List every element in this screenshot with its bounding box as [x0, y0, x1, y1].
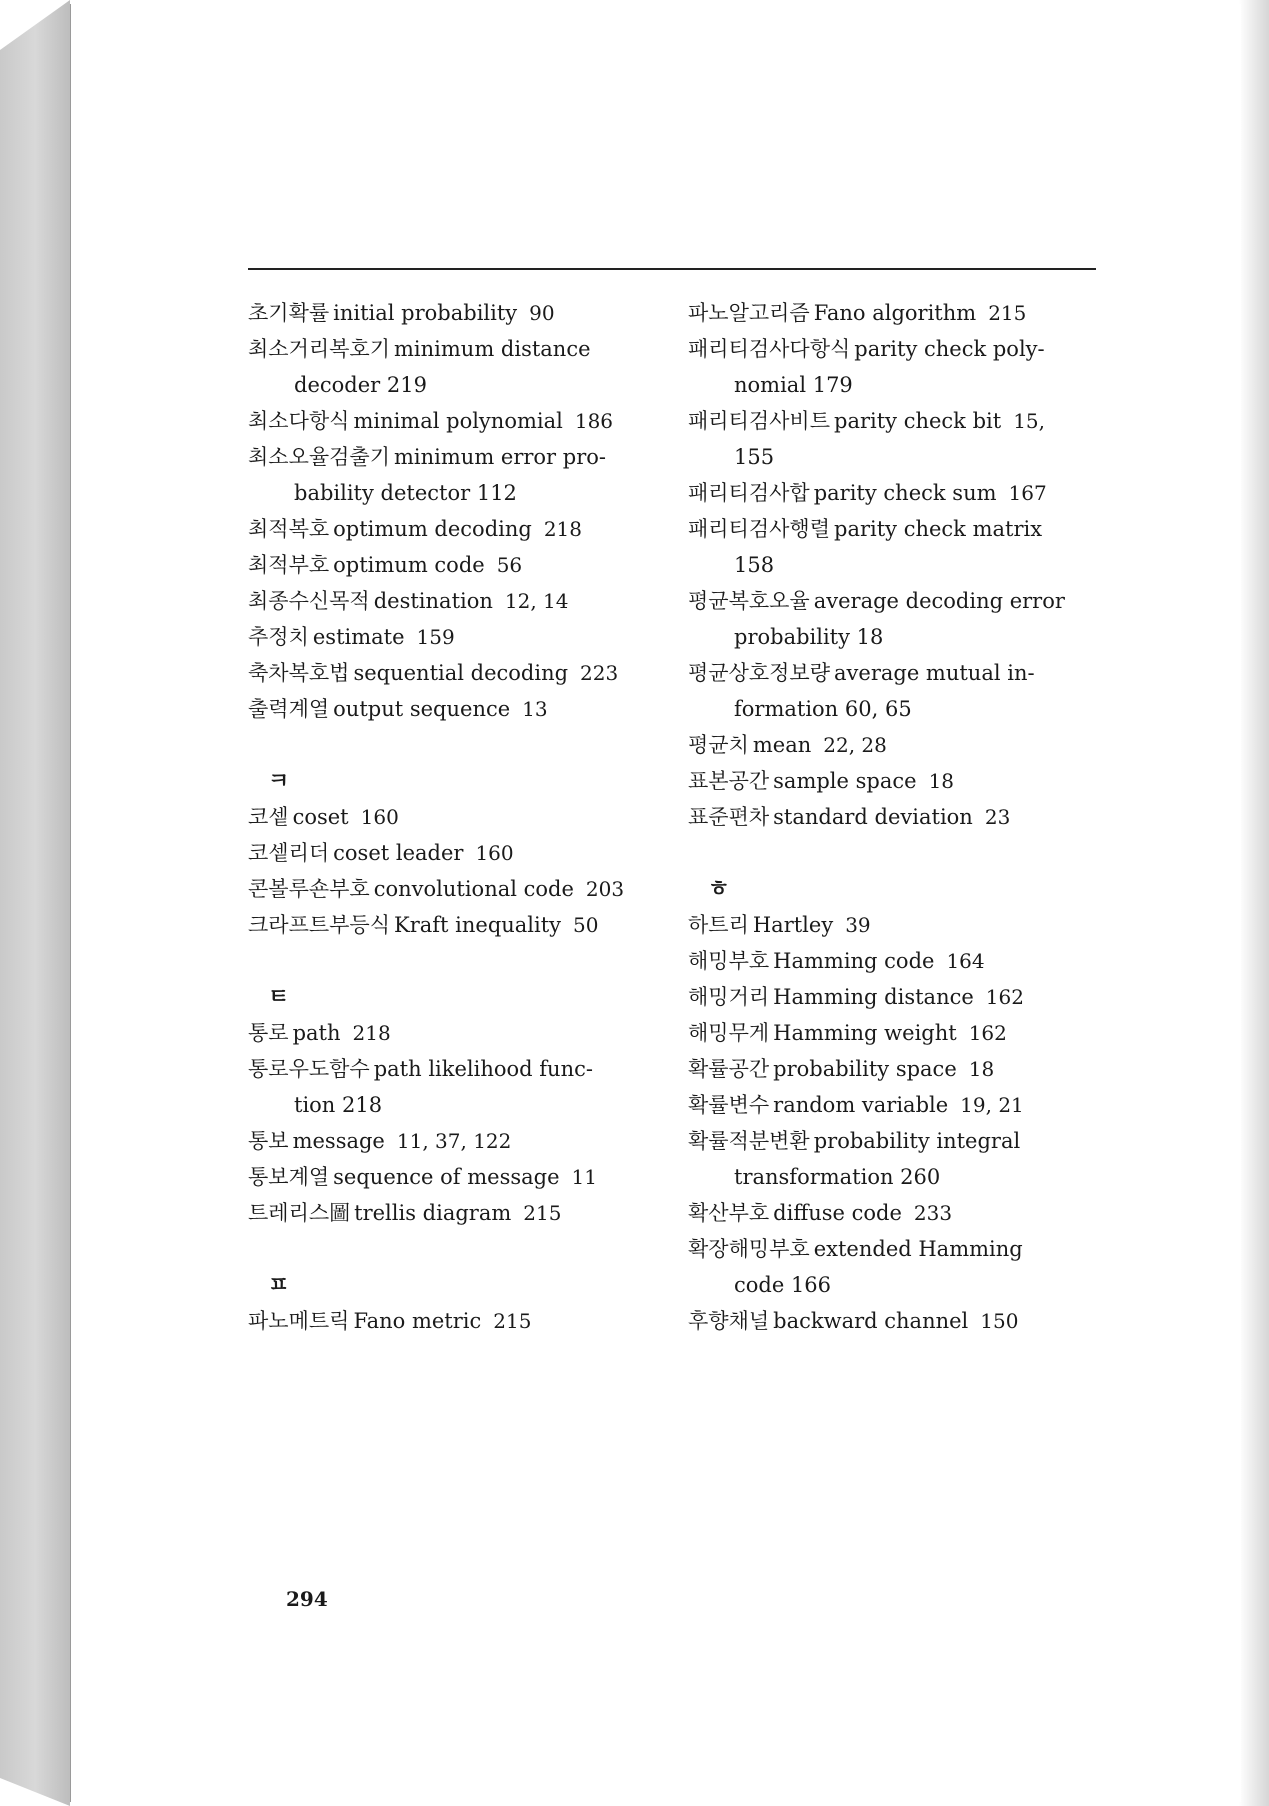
index-term-korean: 확률변수: [688, 1093, 770, 1117]
index-term-english: Fano algorithm: [813, 301, 977, 325]
index-entry: [688, 799, 1108, 835]
book-corner-top: [0, 0, 70, 50]
index-entry: [688, 331, 1108, 367]
index-entry: [248, 547, 668, 583]
index-term-korean: 출력계열: [248, 697, 330, 721]
index-page-ref: 215: [523, 1201, 562, 1225]
index-entry: [248, 1159, 668, 1195]
index-term-english: probability space: [773, 1057, 957, 1081]
index-term-korean: 확산부호: [688, 1201, 770, 1225]
index-term-korean: 추정치: [248, 625, 309, 649]
index-term-korean: 패리티검사비트: [688, 409, 831, 433]
index-term-korean: 확률공간: [688, 1057, 770, 1081]
index-term-korean: 최적복호: [248, 517, 330, 541]
index-page-ref: 167: [1008, 481, 1047, 505]
page-shadow: [1239, 0, 1269, 1806]
index-term-korean: 최소오율검출기: [248, 445, 391, 469]
index-page-ref: 160: [360, 805, 399, 829]
index-column-left: [248, 295, 668, 1339]
index-term-english: sample space: [773, 769, 917, 793]
index-entry: [688, 655, 1108, 691]
section-gap: [248, 1231, 668, 1267]
index-term-korean: 최소다항식: [248, 409, 350, 433]
index-term-english: Hamming code: [773, 949, 935, 973]
index-entry: [248, 619, 668, 655]
index-page-ref: 233: [913, 1201, 953, 1225]
index-term-korean: 최소거리복호기: [248, 337, 391, 361]
index-term-english: estimate: [312, 625, 405, 649]
index-page-ref: 18: [968, 1057, 995, 1081]
index-term-korean: 코셑리더: [248, 841, 330, 865]
index-term-korean: 콘볼루숀부호: [248, 877, 370, 901]
section-heading: ㅋ: [268, 768, 290, 794]
index-term-english: optimum code: [333, 553, 485, 577]
index-term-english: Hamming distance: [773, 985, 974, 1009]
index-term-english: parity check bit: [834, 409, 1002, 433]
index-term-english: Kraft inequality: [394, 913, 562, 937]
index-entry: [688, 1123, 1108, 1159]
index-page-ref: 56: [496, 553, 523, 577]
index-entry-continuation: nomial 179: [734, 373, 853, 397]
index-page-ref: 50: [573, 913, 599, 937]
index-entry: [248, 295, 668, 331]
index-entry: [248, 1303, 668, 1339]
page-number: 294: [286, 1587, 328, 1611]
index-entry: [688, 511, 1108, 547]
index-entry: [248, 907, 668, 943]
index-page-ref: 215: [988, 301, 1027, 325]
index-term-english: parity check matrix: [834, 517, 1043, 541]
index-entry: [688, 583, 1108, 619]
index-term-english: extended Hamming: [813, 1237, 1023, 1261]
index-page-ref: 162: [968, 1021, 1007, 1045]
index-term-english: probability integral: [813, 1129, 1021, 1153]
index-entry: [248, 691, 668, 727]
index-term-english: standard deviation: [773, 805, 973, 829]
index-term-english: coset: [292, 805, 349, 829]
index-entry: [248, 1123, 668, 1159]
section-gap: [248, 727, 668, 763]
index-page-ref: 203: [585, 877, 625, 901]
index-term-english: parity check sum: [813, 481, 997, 505]
index-term-korean: 패리티검사다항식: [688, 337, 851, 361]
index-term-korean: 해밍부호: [688, 949, 770, 973]
index-entry: [248, 835, 668, 871]
index-term-english: convolutional code: [373, 877, 574, 901]
index-entry: [248, 1195, 668, 1231]
index-entry-continuation: probability 18: [734, 625, 884, 649]
index-page-ref: 18: [928, 769, 955, 793]
index-page-ref: 223: [580, 661, 619, 685]
index-term-korean: 확률적분변환: [688, 1129, 810, 1153]
index-term-english: path: [292, 1021, 341, 1045]
index-entry: [688, 295, 1108, 331]
index-entry-continuation: formation 60, 65: [734, 697, 912, 721]
index-term-english: coset leader: [333, 841, 464, 865]
index-term-korean: 최적부호: [248, 553, 330, 577]
index-term-english: trellis diagram: [354, 1201, 512, 1225]
header-rule: [248, 268, 1096, 270]
index-entry-continuation: tion 218: [294, 1093, 383, 1117]
index-term-korean: 평균상호정보량: [688, 661, 831, 685]
index-term-korean: 코셑: [248, 805, 289, 829]
section-gap: [248, 943, 668, 979]
index-entry: [688, 1303, 1108, 1339]
index-term-english: backward channel: [773, 1309, 969, 1333]
index-page-ref: 22, 28: [823, 733, 887, 757]
index-page-ref: 19, 21: [960, 1093, 1024, 1117]
index-term-korean: 평균치: [688, 733, 749, 757]
index-term-korean: 통보: [248, 1129, 289, 1153]
index-page-ref: 186: [574, 409, 614, 433]
index-entry: [248, 799, 668, 835]
index-entry-continuation: decoder 219: [294, 373, 427, 397]
index-entry: [688, 1015, 1108, 1051]
index-page-ref: 215: [493, 1309, 532, 1333]
index-term-korean: 초기확률: [248, 301, 330, 325]
index-term-korean: 통로우도함수: [248, 1057, 370, 1081]
index-page-ref: 15,: [1013, 409, 1045, 433]
index-term-korean: 축차복호법: [248, 661, 350, 685]
index-term-korean: 평균복호오율: [688, 589, 810, 613]
index-entry: [688, 403, 1108, 439]
index-entry-continuation: bability detector 112: [294, 481, 517, 505]
index-entry: [248, 871, 668, 907]
index-term-english: parity check poly-: [854, 337, 1045, 361]
index-term-english: initial probability: [333, 301, 518, 325]
index-term-korean: 파노메트릭: [248, 1309, 350, 1333]
index-entry: [688, 979, 1108, 1015]
index-entry: [248, 511, 668, 547]
index-entry: [688, 1231, 1108, 1267]
index-page-ref: 39: [845, 913, 871, 937]
index-term-english: average mutual in-: [834, 661, 1035, 685]
index-page-ref: 162: [985, 985, 1024, 1009]
index-term-english: Fano metric: [353, 1309, 482, 1333]
index-page-ref: 90: [529, 301, 555, 325]
index-entry: [688, 727, 1108, 763]
index-term-english: optimum decoding: [333, 517, 532, 541]
index-entry: [248, 403, 668, 439]
index-term-english: minimum distance: [394, 337, 591, 361]
index-entry: [688, 943, 1108, 979]
index-entry: [248, 1051, 668, 1087]
index-page-ref: 218: [352, 1021, 391, 1045]
index-term-english: random variable: [773, 1093, 949, 1117]
index-term-korean: 파노알고리즘: [688, 301, 810, 325]
section-heading: ㅌ: [268, 984, 290, 1010]
index-page-ref: 218: [543, 517, 583, 541]
index-term-korean: 통보계열: [248, 1165, 330, 1189]
index-page-ref: 23: [984, 805, 1011, 829]
index-entry: [688, 1087, 1108, 1123]
index-term-korean: 확장해밍부호: [688, 1237, 810, 1261]
index-entry: [248, 1015, 668, 1051]
index-term-korean: 표본공간: [688, 769, 770, 793]
index-page-ref: 150: [980, 1309, 1019, 1333]
index-term-korean: 트레리스圖: [248, 1201, 351, 1225]
index-term-english: sequential decoding: [353, 661, 569, 685]
index-term-english: average decoding error: [813, 589, 1065, 613]
index-entry-continuation: transformation 260: [734, 1165, 941, 1189]
index-term-korean: 통로: [248, 1021, 289, 1045]
index-term-english: Hartley: [752, 913, 834, 937]
index-entry: [248, 331, 668, 367]
index-term-english: path likelihood func-: [373, 1057, 593, 1081]
index-term-english: mean: [752, 733, 812, 757]
index-term-korean: 해밍거리: [688, 985, 770, 1009]
index-term-english: sequence of message: [333, 1165, 560, 1189]
index-term-english: output sequence: [333, 697, 511, 721]
index-page-ref: 159: [416, 625, 455, 649]
index-term-english: destination: [373, 589, 493, 613]
index-term-english: minimal polynomial: [353, 409, 563, 433]
index-entry: [688, 907, 1108, 943]
index-column-right: [688, 295, 1108, 1339]
index-page-ref: 13: [522, 697, 548, 721]
index-page-ref: 11: [571, 1165, 597, 1189]
index-term-korean: 크라프트부등식: [248, 913, 391, 937]
book-spine-edge: [0, 0, 70, 1806]
section-heading: ㅍ: [268, 1272, 290, 1298]
index-page-ref: 12, 14: [504, 589, 569, 613]
index-entry-continuation: 158: [734, 553, 775, 577]
book-corner-bottom: [0, 1778, 70, 1806]
index-entry-continuation: code 166: [734, 1273, 832, 1297]
section-heading: ㅎ: [708, 876, 730, 902]
index-page-ref: 11, 37, 122: [396, 1129, 512, 1153]
index-page-ref: 160: [475, 841, 514, 865]
index-entry-continuation: 155: [734, 445, 775, 469]
index-entry: [688, 1195, 1108, 1231]
index-term-english: Hamming weight: [773, 1021, 957, 1045]
index-entry: [248, 583, 668, 619]
index-term-korean: 하트리: [688, 913, 749, 937]
index-entry: [248, 655, 668, 691]
index-term-english: minimum error pro-: [394, 445, 606, 469]
index-term-korean: 최종수신목적: [248, 589, 370, 613]
index-term-korean: 패리티검사합: [688, 481, 810, 505]
index-term-korean: 해밍무게: [688, 1021, 770, 1045]
section-gap: [688, 835, 1108, 871]
index-page-ref: 164: [946, 949, 985, 973]
index-term-english: diffuse code: [773, 1201, 902, 1225]
index-entry: [688, 1051, 1108, 1087]
index-entry: [248, 439, 668, 475]
index-term-korean: 패리티검사행렬: [688, 517, 831, 541]
index-entry: [688, 475, 1108, 511]
index-term-korean: 표준편차: [688, 805, 770, 829]
index-entry: [688, 763, 1108, 799]
index-term-korean: 후향채널: [688, 1309, 770, 1333]
index-term-english: message: [292, 1129, 385, 1153]
